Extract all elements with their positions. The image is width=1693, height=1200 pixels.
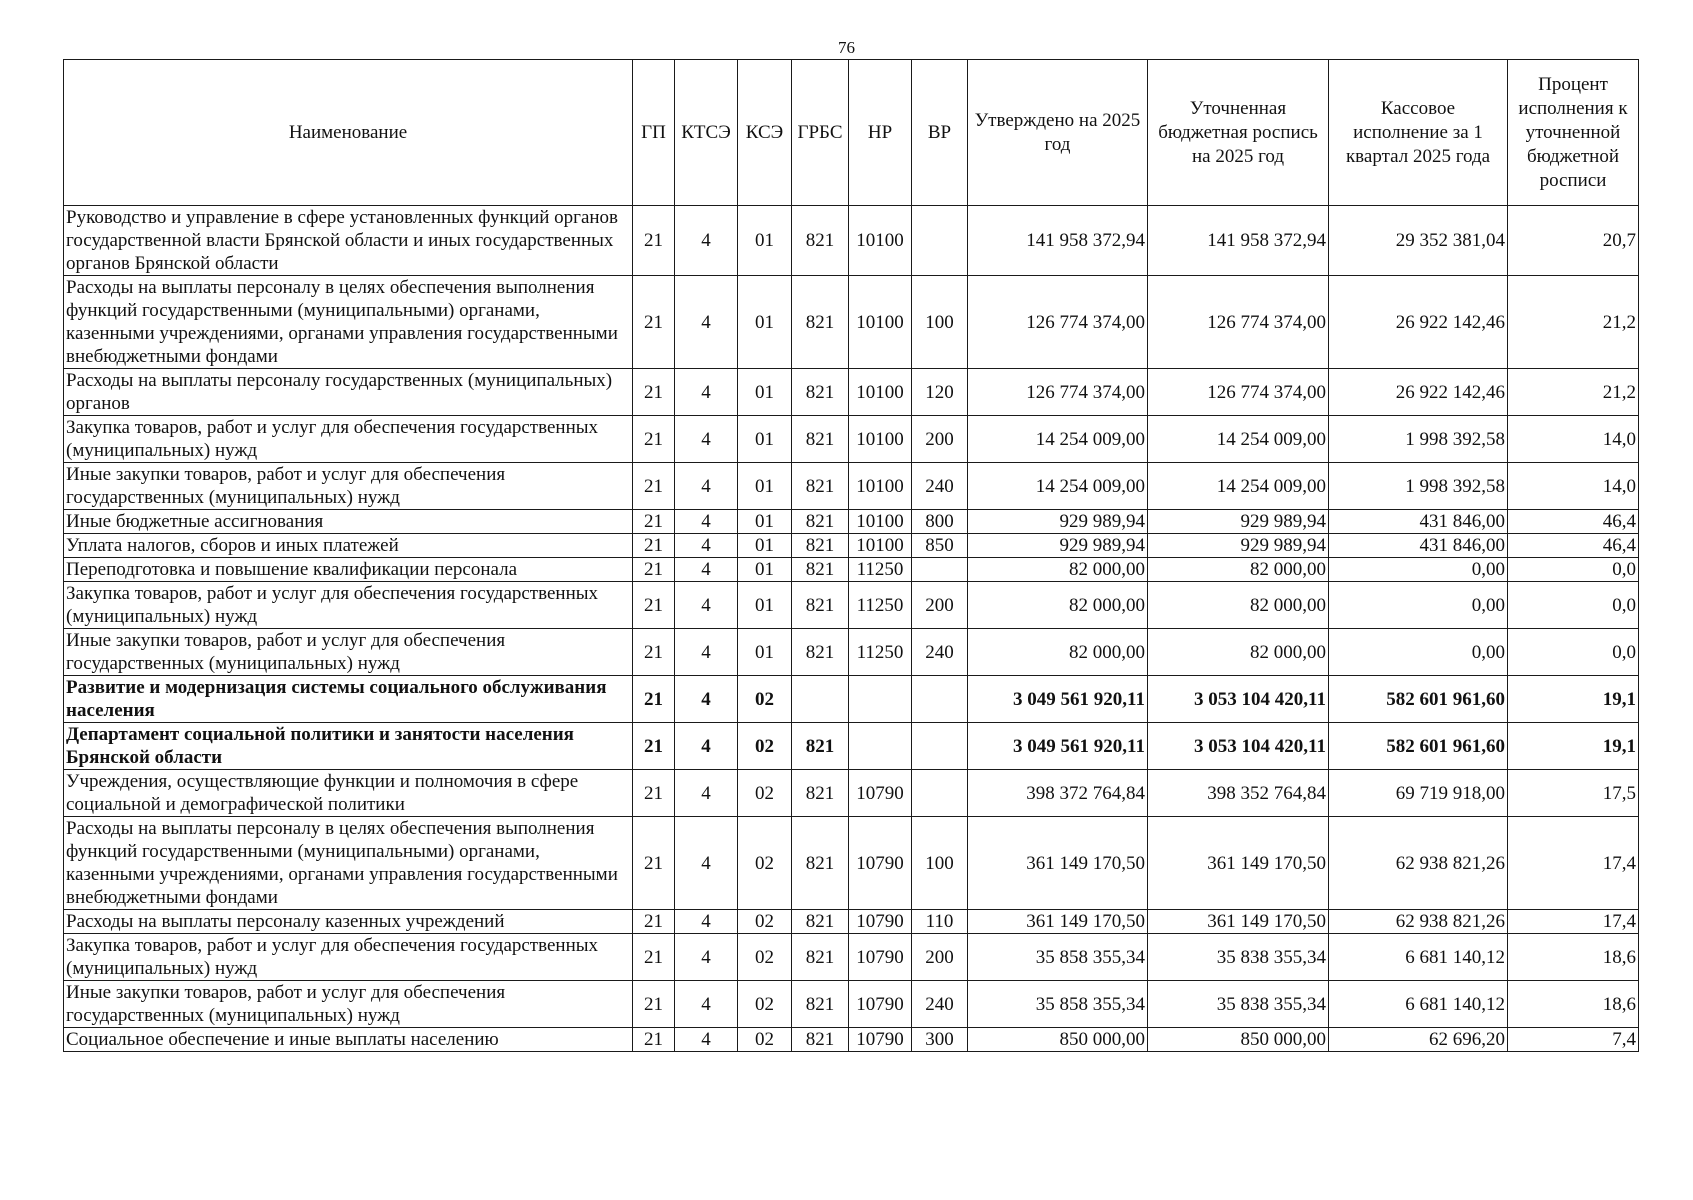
cell-kse: 01 [738,629,792,676]
cell-percent: 17,4 [1508,817,1639,910]
cell-nr: 10100 [849,416,912,463]
cell-ktse: 4 [675,770,738,817]
cell-ktse: 4 [675,510,738,534]
cell-percent: 14,0 [1508,416,1639,463]
cell-percent: 14,0 [1508,463,1639,510]
cell-cash: 0,00 [1329,558,1508,582]
cell-nr: 10100 [849,534,912,558]
cell-refined: 361 149 170,50 [1148,817,1329,910]
cell-vr [912,770,968,817]
cell-approved: 398 372 764,84 [968,770,1148,817]
cell-ktse: 4 [675,582,738,629]
cell-refined: 3 053 104 420,11 [1148,723,1329,770]
col-header-name: Наименование [64,60,633,206]
cell-ktse: 4 [675,629,738,676]
cell-refined: 126 774 374,00 [1148,369,1329,416]
cell-ktse: 4 [675,723,738,770]
cell-cash: 6 681 140,12 [1329,981,1508,1028]
table-row [64,934,1639,981]
cell-nr: 10100 [849,206,912,276]
cell-nr: 10790 [849,817,912,910]
cell-approved: 14 254 009,00 [968,463,1148,510]
cell-ktse: 4 [675,206,738,276]
cell-percent: 17,5 [1508,770,1639,817]
cell-gp: 21 [633,629,675,676]
table-row [64,910,1639,934]
cell-name: Расходы на выплаты персоналу казенных учреждений [64,910,633,934]
cell-percent: 19,1 [1508,723,1639,770]
cell-kse: 02 [738,1028,792,1052]
cell-ktse: 4 [675,934,738,981]
cell-gp: 21 [633,416,675,463]
cell-ktse: 4 [675,817,738,910]
cell-kse: 02 [738,817,792,910]
table-row [64,534,1639,558]
cell-approved: 3 049 561 920,11 [968,676,1148,723]
cell-kse: 02 [738,934,792,981]
cell-gp: 21 [633,723,675,770]
col-header-refined: Уточненная бюджетная роспись на 2025 год [1148,60,1329,206]
cell-ktse: 4 [675,910,738,934]
cell-ktse: 4 [675,1028,738,1052]
cell-nr: 10790 [849,934,912,981]
cell-name: Развитие и модернизация системы социального обслуживания населения [64,676,633,723]
cell-nr [849,723,912,770]
cell-percent: 0,0 [1508,582,1639,629]
cell-cash: 431 846,00 [1329,510,1508,534]
cell-vr: 240 [912,629,968,676]
cell-gp: 21 [633,582,675,629]
cell-grbs: 821 [792,510,849,534]
cell-gp: 21 [633,276,675,369]
cell-gp: 21 [633,934,675,981]
cell-percent: 46,4 [1508,534,1639,558]
cell-refined: 35 838 355,34 [1148,981,1329,1028]
cell-name: Руководство и управление в сфере установленных функций органов государственной власти Брянской области и иных государственных органов Брянской области [64,206,633,276]
page-number: 76 [838,38,855,57]
cell-name: Расходы на выплаты персоналу в целях обеспечения выполнения функций государственными (муниципальными) органами, казенными учреждениями, органами управления государственными внебюджетными фондами [64,276,633,369]
cell-gp: 21 [633,817,675,910]
table-row [64,676,1639,723]
cell-approved: 361 149 170,50 [968,910,1148,934]
cell-percent: 19,1 [1508,676,1639,723]
table-row [64,770,1639,817]
cell-nr [849,676,912,723]
cell-vr [912,206,968,276]
cell-approved: 929 989,94 [968,510,1148,534]
cell-grbs: 821 [792,910,849,934]
cell-vr: 200 [912,416,968,463]
cell-approved: 14 254 009,00 [968,416,1148,463]
cell-gp: 21 [633,558,675,582]
cell-percent: 18,6 [1508,934,1639,981]
col-header-gp: ГП [633,60,675,206]
col-header-ktse: КТСЭ [675,60,738,206]
cell-refined: 361 149 170,50 [1148,910,1329,934]
cell-grbs: 821 [792,582,849,629]
cell-ktse: 4 [675,416,738,463]
cell-approved: 126 774 374,00 [968,276,1148,369]
cell-kse: 01 [738,463,792,510]
cell-vr [912,723,968,770]
table-row [64,206,1639,276]
cell-name: Закупка товаров, работ и услуг для обеспечения государственных (муниципальных) нужд [64,416,633,463]
cell-name: Департамент социальной политики и занятости населения Брянской области [64,723,633,770]
cell-approved: 929 989,94 [968,534,1148,558]
cell-kse: 01 [738,582,792,629]
col-header-grbs: ГРБС [792,60,849,206]
cell-vr: 200 [912,934,968,981]
cell-percent: 21,2 [1508,369,1639,416]
cell-cash: 29 352 381,04 [1329,206,1508,276]
cell-vr: 110 [912,910,968,934]
cell-kse: 01 [738,206,792,276]
cell-kse: 02 [738,981,792,1028]
col-header-nr: НР [849,60,912,206]
table-row [64,629,1639,676]
cell-cash: 0,00 [1329,629,1508,676]
cell-approved: 35 858 355,34 [968,934,1148,981]
cell-nr: 10100 [849,369,912,416]
cell-cash: 69 719 918,00 [1329,770,1508,817]
cell-grbs: 821 [792,206,849,276]
cell-kse: 01 [738,416,792,463]
cell-name: Иные закупки товаров, работ и услуг для обеспечения государственных (муниципальных) нужд [64,981,633,1028]
cell-gp: 21 [633,910,675,934]
cell-grbs: 821 [792,369,849,416]
cell-name: Иные закупки товаров, работ и услуг для обеспечения государственных (муниципальных) нужд [64,629,633,676]
cell-refined: 82 000,00 [1148,558,1329,582]
cell-vr: 240 [912,981,968,1028]
cell-refined: 14 254 009,00 [1148,416,1329,463]
cell-ktse: 4 [675,463,738,510]
cell-gp: 21 [633,534,675,558]
cell-name: Переподготовка и повышение квалификации персонала [64,558,633,582]
cell-cash: 582 601 961,60 [1329,676,1508,723]
cell-cash: 62 696,20 [1329,1028,1508,1052]
table-row [64,276,1639,369]
cell-vr: 120 [912,369,968,416]
cell-grbs [792,676,849,723]
col-header-approved: Утверждено на 2025 год [968,60,1148,206]
cell-vr: 300 [912,1028,968,1052]
cell-cash: 582 601 961,60 [1329,723,1508,770]
col-header-kse: КСЭ [738,60,792,206]
cell-name: Закупка товаров, работ и услуг для обеспечения государственных (муниципальных) нужд [64,582,633,629]
cell-kse: 02 [738,676,792,723]
cell-refined: 82 000,00 [1148,629,1329,676]
cell-cash: 62 938 821,26 [1329,817,1508,910]
cell-grbs: 821 [792,981,849,1028]
cell-grbs: 821 [792,416,849,463]
cell-gp: 21 [633,206,675,276]
table-row [64,369,1639,416]
cell-name: Иные бюджетные ассигнования [64,510,633,534]
cell-vr: 100 [912,817,968,910]
cell-gp: 21 [633,676,675,723]
cell-vr: 800 [912,510,968,534]
cell-gp: 21 [633,510,675,534]
cell-ktse: 4 [675,558,738,582]
cell-nr: 10100 [849,510,912,534]
cell-kse: 02 [738,723,792,770]
table-header-row [64,60,1639,206]
cell-approved: 82 000,00 [968,558,1148,582]
table-row [64,582,1639,629]
cell-nr: 11250 [849,629,912,676]
cell-gp: 21 [633,369,675,416]
cell-cash: 26 922 142,46 [1329,369,1508,416]
cell-vr [912,676,968,723]
cell-ktse: 4 [675,676,738,723]
cell-percent: 0,0 [1508,629,1639,676]
cell-grbs: 821 [792,463,849,510]
table-row [64,510,1639,534]
cell-approved: 141 958 372,94 [968,206,1148,276]
cell-refined: 929 989,94 [1148,534,1329,558]
cell-grbs: 821 [792,817,849,910]
cell-vr: 100 [912,276,968,369]
cell-approved: 361 149 170,50 [968,817,1148,910]
cell-percent: 18,6 [1508,981,1639,1028]
table-row [64,558,1639,582]
cell-percent: 20,7 [1508,206,1639,276]
cell-grbs: 821 [792,276,849,369]
col-header-vr: ВР [912,60,968,206]
cell-refined: 850 000,00 [1148,1028,1329,1052]
table-row [64,1028,1639,1052]
cell-vr: 240 [912,463,968,510]
cell-grbs: 821 [792,934,849,981]
cell-nr: 10100 [849,463,912,510]
cell-refined: 141 958 372,94 [1148,206,1329,276]
cell-grbs: 821 [792,558,849,582]
cell-cash: 62 938 821,26 [1329,910,1508,934]
cell-percent: 0,0 [1508,558,1639,582]
cell-cash: 26 922 142,46 [1329,276,1508,369]
cell-refined: 35 838 355,34 [1148,934,1329,981]
table-body [64,206,1639,1052]
cell-approved: 3 049 561 920,11 [968,723,1148,770]
cell-kse: 01 [738,276,792,369]
table-row [64,981,1639,1028]
cell-vr: 850 [912,534,968,558]
cell-ktse: 4 [675,534,738,558]
cell-approved: 82 000,00 [968,629,1148,676]
cell-percent: 21,2 [1508,276,1639,369]
table-row [64,463,1639,510]
cell-grbs: 821 [792,629,849,676]
cell-kse: 01 [738,510,792,534]
cell-ktse: 4 [675,276,738,369]
cell-name: Расходы на выплаты персоналу государственных (муниципальных) органов [64,369,633,416]
cell-nr: 11250 [849,558,912,582]
cell-name: Социальное обеспечение и иные выплаты населению [64,1028,633,1052]
cell-percent: 46,4 [1508,510,1639,534]
cell-refined: 398 352 764,84 [1148,770,1329,817]
table-row [64,817,1639,910]
cell-name: Закупка товаров, работ и услуг для обеспечения государственных (муниципальных) нужд [64,934,633,981]
cell-refined: 82 000,00 [1148,582,1329,629]
cell-refined: 3 053 104 420,11 [1148,676,1329,723]
cell-grbs: 821 [792,534,849,558]
cell-gp: 21 [633,1028,675,1052]
cell-name: Иные закупки товаров, работ и услуг для обеспечения государственных (муниципальных) нужд [64,463,633,510]
cell-name: Расходы на выплаты персоналу в целях обеспечения выполнения функций государственными (муниципальными) органами, казенными учреждениями, органами управления государственными внебюджетными фондами [64,817,633,910]
table-row [64,416,1639,463]
cell-nr: 10790 [849,910,912,934]
cell-cash: 1 998 392,58 [1329,463,1508,510]
cell-grbs: 821 [792,770,849,817]
cell-nr: 11250 [849,582,912,629]
cell-gp: 21 [633,770,675,817]
col-header-percent: Процент исполнения к уточненной бюджетной росписи [1508,60,1639,206]
cell-nr: 10100 [849,276,912,369]
budget-execution-table [63,59,1639,1052]
cell-cash: 6 681 140,12 [1329,934,1508,981]
cell-refined: 126 774 374,00 [1148,276,1329,369]
cell-cash: 1 998 392,58 [1329,416,1508,463]
cell-refined: 14 254 009,00 [1148,463,1329,510]
cell-cash: 431 846,00 [1329,534,1508,558]
cell-kse: 02 [738,770,792,817]
cell-name: Уплата налогов, сборов и иных платежей [64,534,633,558]
cell-kse: 01 [738,558,792,582]
cell-vr [912,558,968,582]
cell-grbs: 821 [792,1028,849,1052]
cell-kse: 02 [738,910,792,934]
cell-nr: 10790 [849,981,912,1028]
table-row [64,723,1639,770]
cell-kse: 01 [738,369,792,416]
cell-kse: 01 [738,534,792,558]
cell-grbs: 821 [792,723,849,770]
cell-approved: 82 000,00 [968,582,1148,629]
cell-approved: 126 774 374,00 [968,369,1148,416]
cell-ktse: 4 [675,981,738,1028]
cell-nr: 10790 [849,770,912,817]
cell-percent: 17,4 [1508,910,1639,934]
cell-percent: 7,4 [1508,1028,1639,1052]
cell-gp: 21 [633,981,675,1028]
cell-cash: 0,00 [1329,582,1508,629]
cell-refined: 929 989,94 [1148,510,1329,534]
cell-vr: 200 [912,582,968,629]
cell-name: Учреждения, осуществляющие функции и полномочия в сфере социальной и демографической политики [64,770,633,817]
cell-nr: 10790 [849,1028,912,1052]
col-header-cash: Кассовое исполнение за 1 квартал 2025 года [1329,60,1508,206]
cell-approved: 35 858 355,34 [968,981,1148,1028]
cell-ktse: 4 [675,369,738,416]
cell-approved: 850 000,00 [968,1028,1148,1052]
cell-gp: 21 [633,463,675,510]
